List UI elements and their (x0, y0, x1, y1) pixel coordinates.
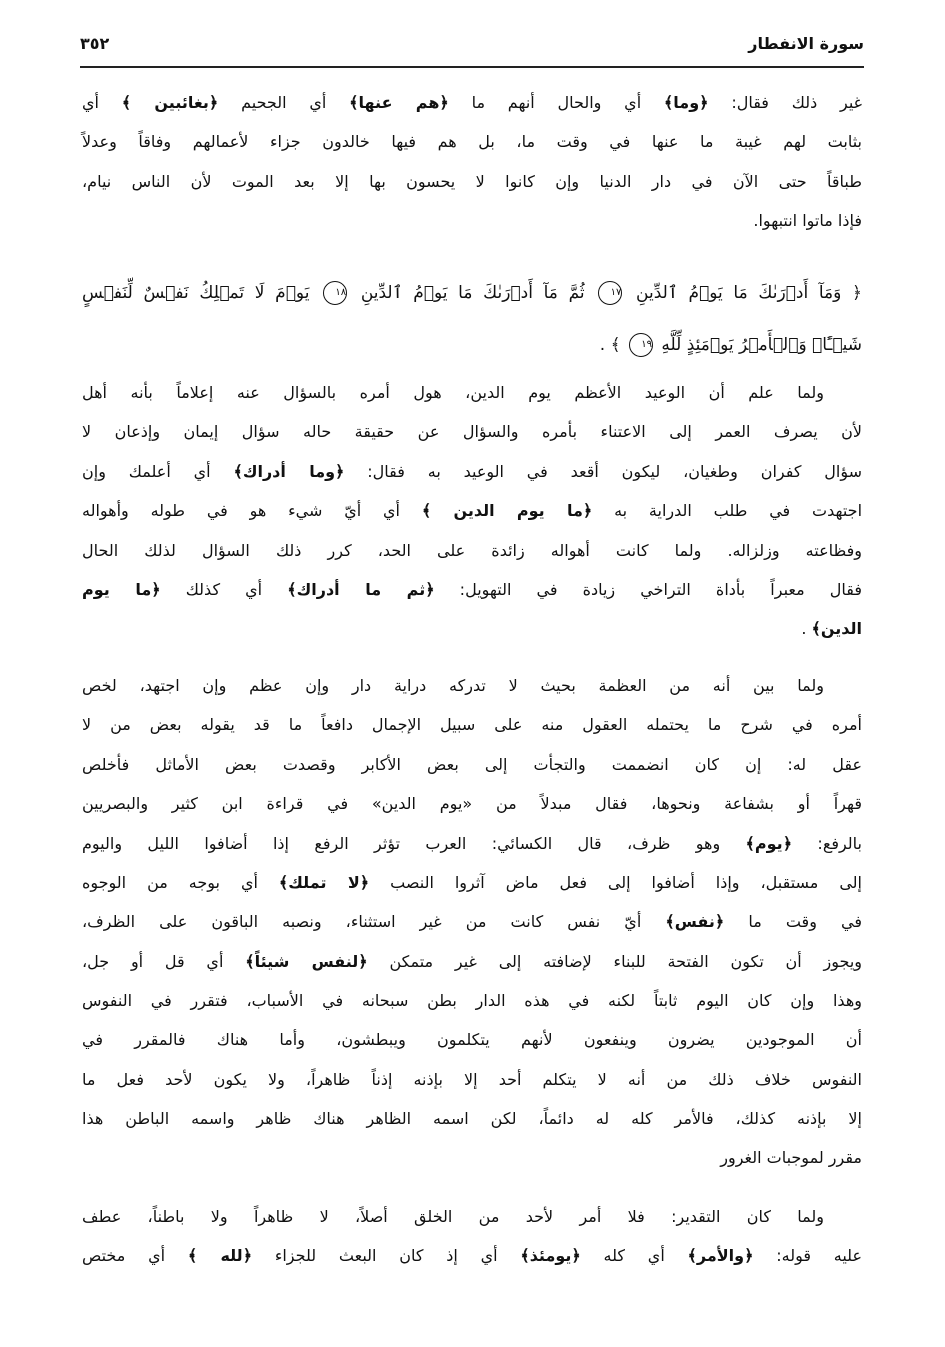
running-header (80, 34, 864, 60)
quoted-quran-term: ﴿ما يوم (82, 580, 161, 599)
quoted-quran-term: ﴿وما أدراك﴾ (233, 462, 345, 481)
text-segment: أي (82, 93, 122, 112)
verse-number-marker: ١٨ (323, 281, 347, 305)
text-segment: أي أعلمك وإن (82, 462, 234, 481)
text-line (82, 750, 862, 780)
text-segment: أي أيّ شيء هو في طوله وأهواله (82, 501, 422, 520)
text-segment: النفوس خلاف ذلك من أنه لا يتكلم أحد إلا بإذنه إذناً ظاهراً، ولا يكون لأحد فعل ما (82, 1070, 862, 1089)
quoted-quran-term: ﴿بغائبين ﴾ (121, 93, 219, 112)
text-segment: ثُمَّ مَآ أَدۡرَىٰكَ مَا يَوۡمُ ٱلدِّينِ (350, 283, 596, 303)
text-segment: فقال معبراً بأداة التراخي زيادة في التهويل: (434, 580, 863, 599)
text-segment: سؤال كفران وطغيان، ليكون أقعد في الوعيد به فقال: (344, 462, 863, 481)
text-segment: عليه قوله: (753, 1246, 863, 1265)
text-segment: أي كله (580, 1246, 688, 1265)
text-segment: أي إذ كان البعث للجزاء (252, 1246, 521, 1265)
text-segment: أي والحال أنهم ما (448, 93, 664, 112)
text-segment: مقرر لموجبات الغرور (720, 1148, 862, 1167)
text-segment: أي كذلك (160, 580, 288, 599)
text-segment: قهراً أو بشفاعة ونحوها، فقال مبدلاً من «يوم الدين» في قراءة ابن كثير والبصريين (82, 794, 862, 813)
text-segment: ولما كان التقدير: فلا أمر لأحد من الخلق أصلاً، لا ظاهراً ولا باطناً، عطف (82, 1207, 824, 1226)
header-rule (80, 66, 864, 68)
verse-number-marker: ١٧ (598, 281, 622, 305)
text-segment: . (801, 619, 812, 638)
text-line (82, 1202, 862, 1232)
quoted-quran-term: ﴿لله ﴾ (187, 1246, 253, 1265)
text-line (82, 457, 862, 487)
text-segment: أي قل أو جل، (82, 952, 246, 971)
text-line (82, 614, 862, 644)
surah-title: سورة الانفطار (748, 34, 864, 53)
text-segment: لأن يصرف العمر إلى الاعتناء بأمره والسؤال عن حقيقة حاله سؤال إيمان وإذعان لا (82, 422, 862, 441)
quoted-quran-term: ﴿ما يوم الدين ﴾ (421, 501, 593, 520)
text-segment: وهذا وإن كان اليوم ثابتاً لكنه في هذه الدار بطن سبحانه في الأسباب، فتقرر في النفوس (82, 991, 862, 1010)
text-line (82, 575, 862, 605)
text-segment: فإذا ماتوا انتبهوا. (753, 211, 862, 230)
text-segment: ولما علم أن الوعيد الأعظم يوم الدين، هول أمره بالسؤال عنه إعلاماً بأنه أهل (82, 383, 824, 402)
text-segment: بثابت لهم غيبة ما عنها في وقت ما، بل هم فيها خالدون جزاء لأعمالهم وفاقاً وعدلاً (82, 132, 862, 151)
quoted-quran-term: الدين﴾ (811, 619, 862, 638)
text-line (82, 378, 862, 408)
quran-verse-line (82, 278, 862, 308)
text-line (82, 947, 862, 977)
text-segment: إلى مستقبل، وإذا أضافوا إلى فعل ماض آثروا النصب (369, 873, 862, 892)
quoted-quran-term: ﴿هم عنها﴾ (349, 93, 449, 112)
text-segment: وهو ظرف، قال الكسائي: العرب تؤثر الرفع إذا أضافوا الليل واليوم (82, 834, 746, 853)
verse-number-marker: ١٩ (629, 333, 653, 357)
text-segment: أيّ نفس كانت من غير استثناء، ونصبه الباقون على الظرف، (82, 912, 666, 931)
quoted-quran-term: ﴿والأمر﴾ (687, 1246, 754, 1265)
text-line (82, 986, 862, 1016)
text-segment: بالرفع: (792, 834, 863, 853)
quoted-quran-term: ﴿ثم ما أدراك﴾ (287, 580, 435, 599)
quoted-quran-term: ﴿نفس﴾ (665, 912, 725, 931)
text-segment: وفظاعته وزلزاله. ولما كانت أهواله زائدة على الحد، كرر ذلك السؤال لذلك الحال (82, 541, 862, 560)
text-segment: أي بوجه من الوجوه (82, 873, 279, 892)
text-segment: ويجوز أن تكون الفتحة للبناء لإضافته إلى غير متمكن (367, 952, 863, 971)
quoted-quran-term: ﴿وما﴾ (663, 93, 709, 112)
text-line (82, 417, 862, 447)
text-line (82, 1065, 862, 1095)
quoted-quran-term: ﴿يومئذ﴾ (520, 1246, 581, 1265)
text-segment: ولما بين أنه من العظمة بحيث لا تدركه دراية دار وإن عظم وإن اجتهد، لخص (82, 676, 824, 695)
text-line (82, 1104, 862, 1134)
quran-verse-line (82, 330, 862, 360)
text-line (82, 88, 862, 118)
text-segment: أي الجحيم (218, 93, 350, 112)
text-segment: أي مختص (82, 1246, 188, 1265)
text-line (82, 536, 862, 566)
text-segment: ﴿ وَمَآ أَدۡرَىٰكَ مَا يَوۡمُ ٱلدِّينِ (625, 283, 863, 303)
quoted-quran-term: ﴿يوم﴾ (745, 834, 793, 853)
text-segment: في وقت ما (724, 912, 862, 931)
text-segment: يَوۡمَ لَا تَمۡلِكُ نَفۡسٌ لِّنَفۡسٍ (82, 283, 321, 303)
text-line (82, 671, 862, 701)
quoted-quran-term: ﴿لا تملك﴾ (278, 873, 370, 892)
text-line (82, 868, 862, 898)
text-line (82, 206, 862, 236)
text-segment: أن الموجودين يضرون وينفعون لأنهم يتكلمون ويبطشون، وأما هناك فالمقرر في (82, 1030, 862, 1049)
text-segment: إلا بإذنه كذلك، فالأمر كله له دائماً، لكن اسمه الظاهر هناك ظاهر واسمه الباطن هذا (82, 1109, 862, 1128)
page-number: ٣٥٢ (80, 34, 110, 53)
text-segment: غير ذلك فقال: (708, 93, 863, 112)
text-line (82, 710, 862, 740)
text-line (82, 829, 862, 859)
text-line (82, 907, 862, 937)
text-segment: شَيۡـًٔاۖ وَٱلۡأَمۡرُ يَوۡمَئِذٍ لِّلَّهِ (655, 335, 862, 355)
text-segment: ﴾ . (599, 335, 626, 355)
text-line (82, 789, 862, 819)
text-segment: طباقاً حتى الآن في دار الدنيا وإن كانوا لا يحسون بها إلا بعد الموت لأن الناس نيام، (82, 172, 862, 191)
text-segment: عقل له: إن كان انضممت والتجأت إلى بعض الأكابر وقصدت بعض الأماثل فأخلص (82, 755, 862, 774)
text-line (82, 1143, 862, 1173)
text-line (82, 1025, 862, 1055)
quoted-quran-term: ﴿لنفس شيئاً﴾ (245, 952, 368, 971)
text-line (82, 1241, 862, 1271)
text-line (82, 127, 862, 157)
text-segment: اجتهدت في طلب الدراية به (592, 501, 863, 520)
text-line (82, 167, 862, 197)
text-line (82, 496, 862, 526)
text-segment: أمره في شرح ما يحتمله العقول منه على سبيل الإجمال دافعاً ما قد يقوله بعض من لا (82, 715, 862, 734)
